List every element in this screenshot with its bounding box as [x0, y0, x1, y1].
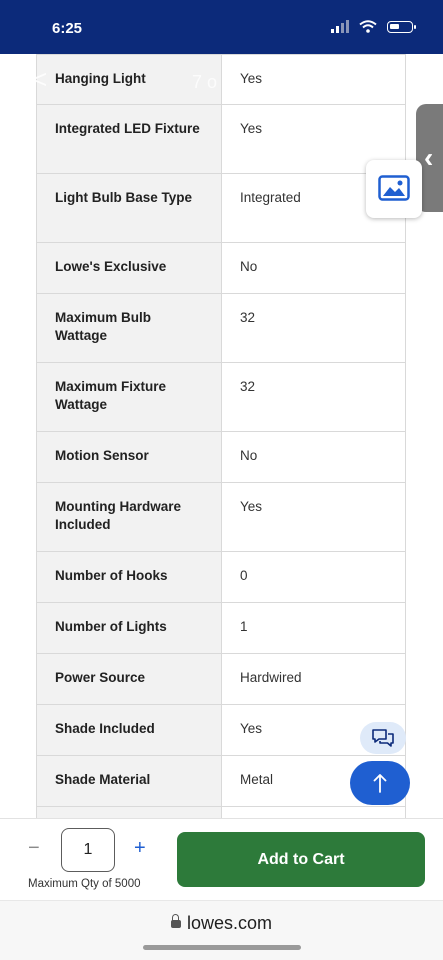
- scroll-to-top-button[interactable]: [350, 761, 410, 805]
- spec-name: Mounting Hardware Included: [37, 483, 222, 552]
- spec-name: Power Source: [37, 654, 222, 705]
- spec-name: Maximum Bulb Wattage: [37, 294, 222, 363]
- arrow-up-icon: [373, 773, 387, 793]
- spec-name: Motion Sensor: [37, 432, 222, 483]
- spec-name: Number of Lights: [37, 603, 222, 654]
- spec-value: Hardwired: [222, 654, 406, 705]
- spec-name: Integrated LED Fixture: [37, 105, 222, 174]
- spec-value: No: [222, 432, 406, 483]
- spec-name: Maximum Fixture Wattage: [37, 363, 222, 432]
- home-indicator[interactable]: [143, 945, 301, 950]
- wifi-icon: [359, 20, 377, 33]
- spec-name: [37, 807, 222, 819]
- image-icon: [378, 175, 410, 201]
- spec-row: [37, 174, 406, 243]
- spec-row: [37, 654, 406, 705]
- status-icons: [331, 20, 413, 33]
- spec-row: [37, 552, 406, 603]
- spec-value: Metal: [222, 756, 406, 807]
- url-display[interactable]: [0, 913, 443, 934]
- spec-name: Lowe's Exclusive: [37, 243, 222, 294]
- spec-value: Yes: [222, 483, 406, 552]
- chevron-left-icon: ‹: [424, 142, 434, 173]
- spec-name: Number of Hooks: [37, 552, 222, 603]
- spec-row: [37, 363, 406, 432]
- status-bar: [0, 0, 443, 54]
- spec-value: [222, 807, 406, 819]
- gallery-counter: 7 o: [192, 72, 218, 92]
- url-text: lowes.com: [186, 913, 273, 933]
- spec-name: Light Bulb Base Type: [37, 174, 222, 243]
- spec-value: 1: [222, 603, 406, 654]
- spec-row: [37, 432, 406, 483]
- lock-icon: [171, 920, 181, 928]
- spec-row: [37, 55, 406, 105]
- status-time: 6:25: [52, 20, 83, 37]
- spec-value: Yes: [222, 55, 406, 105]
- spec-row: [37, 705, 406, 756]
- image-view-button[interactable]: [366, 160, 422, 218]
- spec-value: Integrated: [222, 174, 406, 243]
- spec-value: 0: [222, 552, 406, 603]
- spec-table: [36, 54, 406, 818]
- chat-icon: [371, 728, 395, 748]
- signal-icon: [331, 20, 349, 33]
- spec-row: [37, 603, 406, 654]
- spec-name: Hanging Light: [37, 55, 222, 105]
- spec-row: [37, 294, 406, 363]
- spec-value: 32: [222, 294, 406, 363]
- add-to-cart-button[interactable]: Add to Cart: [177, 832, 425, 887]
- gallery-back-icon[interactable]: <: [32, 64, 48, 94]
- quantity-decrease-button[interactable]: −: [28, 837, 40, 859]
- add-to-cart-bar: [0, 818, 443, 900]
- spec-row: [37, 243, 406, 294]
- spec-value: Yes: [222, 105, 406, 174]
- spec-value: No: [222, 243, 406, 294]
- quantity-input[interactable]: [61, 828, 115, 872]
- spec-row: [37, 483, 406, 552]
- chat-button[interactable]: [360, 722, 406, 754]
- max-quantity-note: Maximum Qty of 5000: [28, 878, 141, 890]
- spec-row: [37, 105, 406, 174]
- browser-address-bar[interactable]: [0, 900, 443, 960]
- spec-name: Shade Material: [37, 756, 222, 807]
- spec-value: Yes: [222, 705, 406, 756]
- spec-row-partial: [37, 807, 406, 819]
- quantity-increase-button[interactable]: +: [134, 837, 146, 859]
- battery-icon: [387, 21, 413, 33]
- spec-value: 32: [222, 363, 406, 432]
- spec-name: Shade Included: [37, 705, 222, 756]
